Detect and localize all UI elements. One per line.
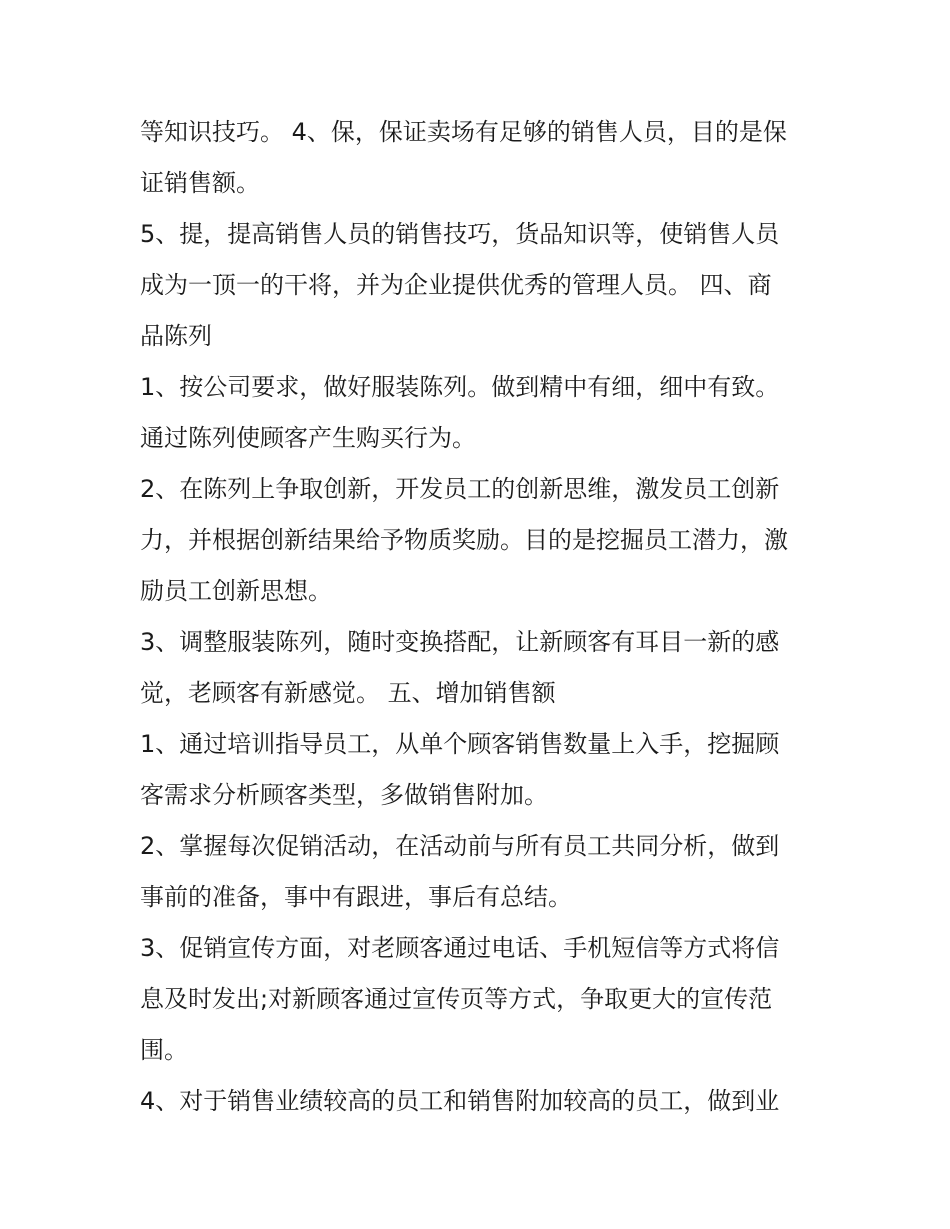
text-line: 品陈列 (140, 322, 212, 350)
text-line: 4、对于销售业绩较高的员工和销售附加较高的员工，做到业 (140, 1087, 780, 1115)
text-line: 3、调整服装陈列，随时变换搭配，让新顾客有耳目一新的感 (140, 628, 780, 656)
text-line: 1、按公司要求，做好服装陈列。做到精中有细，细中有致。 (140, 373, 780, 401)
text-line: 息及时发出;对新顾客通过宣传页等方式，争取更大的宣传范 (140, 985, 773, 1013)
text-line: 力，并根据创新结果给予物质奖励。目的是挖掘员工潜力，激 (140, 526, 788, 554)
text-line: 证销售额。 (140, 169, 260, 197)
text-line: 5、提，提高销售人员的销售技巧，货品知识等，使销售人员 (140, 220, 780, 248)
text-line: 事前的准备，事中有跟进，事后有总结。 (140, 883, 572, 911)
text-line: 客需求分析顾客类型，多做销售附加。 (140, 781, 548, 809)
document-body (140, 107, 820, 1127)
text-line: 3、促销宣传方面，对老顾客通过电话、手机短信等方式将信 (140, 934, 780, 962)
text-line: 觉，老顾客有新感觉。 五、增加销售额 (140, 679, 556, 707)
text-line: 成为一顶一的干将，并为企业提供优秀的管理人员。 四、商 (140, 271, 772, 299)
text-line: 2、在陈列上争取创新，开发员工的创新思维，激发员工创新 (140, 475, 780, 503)
text-line: 围。 (140, 1036, 188, 1064)
text-line: 励员工创新思想。 (140, 577, 332, 605)
text-line: 通过陈列使顾客产生购买行为。 (140, 424, 476, 452)
text-line: 2、掌握每次促销活动，在活动前与所有员工共同分析，做到 (140, 832, 780, 860)
text-line: 1、通过培训指导员工，从单个顾客销售数量上入手，挖掘顾 (140, 730, 780, 758)
text-line: 等知识技巧。 4、保，保证卖场有足够的销售人员，目的是保 (140, 118, 787, 146)
